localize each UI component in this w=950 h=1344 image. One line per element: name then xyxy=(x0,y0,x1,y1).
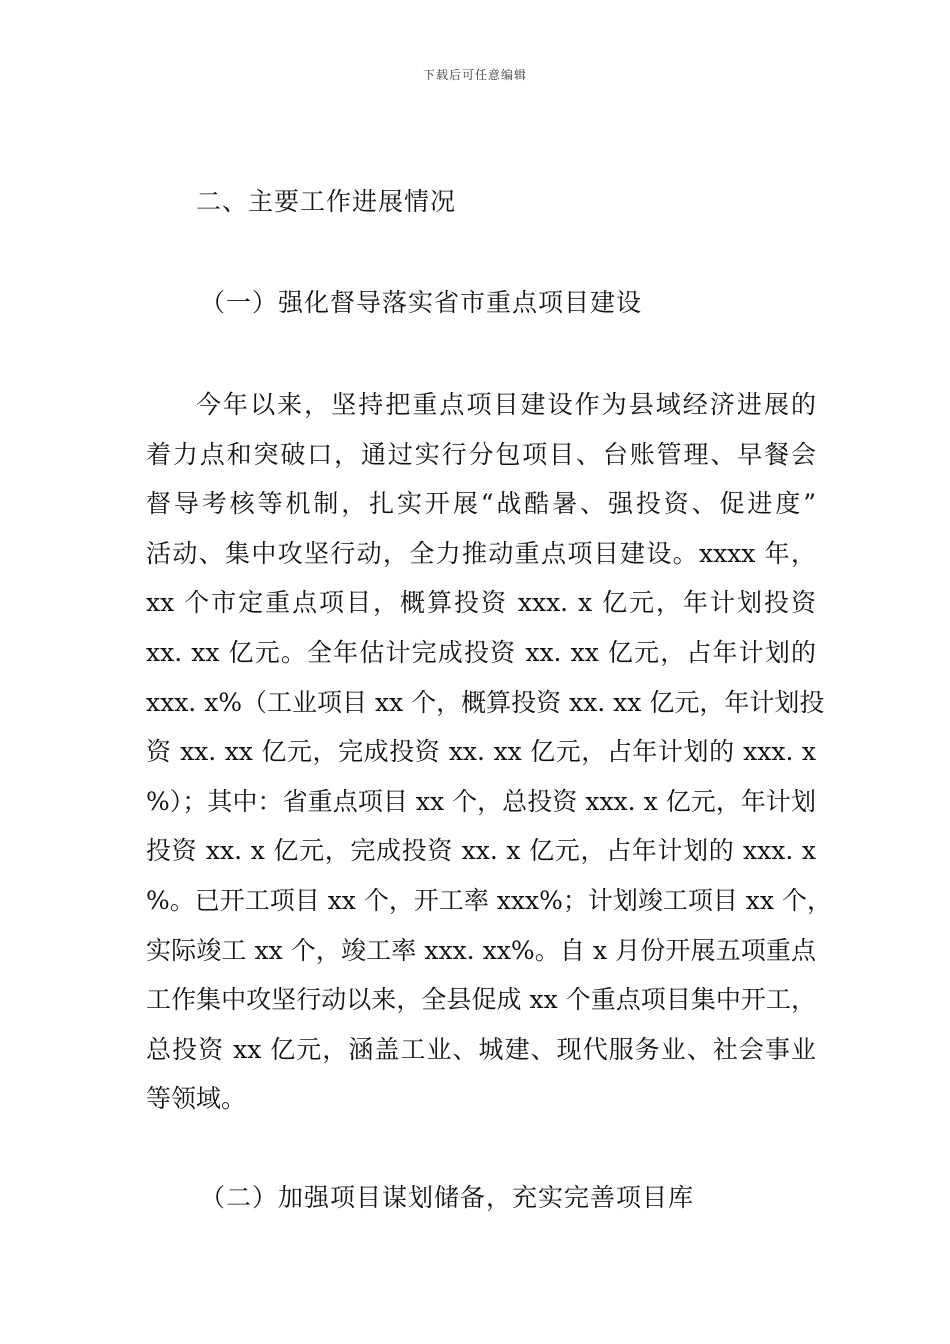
paragraph-line: 等领域。 xyxy=(146,1084,247,1114)
paragraph-line: 着力点和突破口，通过实行分包项目、台账管理、早餐会 xyxy=(146,439,816,469)
header-note: 下载后可任意编辑 xyxy=(422,68,527,82)
paragraph-line: %。已开工项目 xx 个，开工率 xxx%；计划竣工项目 xx 个， xyxy=(146,885,832,915)
paragraph-line: 实际竣工 xx 个，竣工率 xxx. xx%。自 x 月份开展五项重点 xyxy=(146,935,816,965)
paragraph-line: 工作集中攻坚行动以来，全县促成 xx 个重点项目集中开工， xyxy=(146,985,816,1015)
paragraph-line: %）；其中：省重点项目 xx 个，总投资 xxx. x 亿元，年计划 xyxy=(146,786,816,816)
section-title: 二、主要工作进展情况 xyxy=(196,187,457,216)
subsection-title-2: （二）加强项目谋划储备，充实完善项目库 xyxy=(200,1183,695,1212)
paragraph-line: 投资 xx. x 亿元，完成投资 xx. x 亿元，占年计划的 xxx. x xyxy=(146,836,816,866)
paragraph-line: 督导考核等机制，扎实开展“战酷暑、强投资、促进度” xyxy=(146,489,816,519)
paragraph-line: xxx. x%（工业项目 xx 个，概算投资 xx. xx 亿元，年计划投 xyxy=(146,687,825,717)
paragraph-line: 总投资 xx 亿元，涵盖工业、城建、现代服务业、社会事业 xyxy=(146,1034,816,1064)
body-paragraph xyxy=(146,380,832,1124)
paragraph-line: 活动、集中攻坚行动，全力推动重点项目建设。xxxx 年， xyxy=(146,538,816,568)
subsection-title-1: （一）强化督导落实省市重点项目建设 xyxy=(200,288,643,317)
paragraph-line: xx. xx 亿元。全年估计完成投资 xx. xx 亿元，占年计划的 xyxy=(146,637,816,667)
paragraph-line: 资 xx. xx 亿元，完成投资 xx. xx 亿元，占年计划的 xxx. x xyxy=(146,737,816,767)
paragraph-line: xx 个市定重点项目，概算投资 xxx. x 亿元，年计划投资 xyxy=(146,588,816,618)
paragraph-line: 今年以来，坚持把重点项目建设作为县域经济进展的 xyxy=(196,390,816,419)
